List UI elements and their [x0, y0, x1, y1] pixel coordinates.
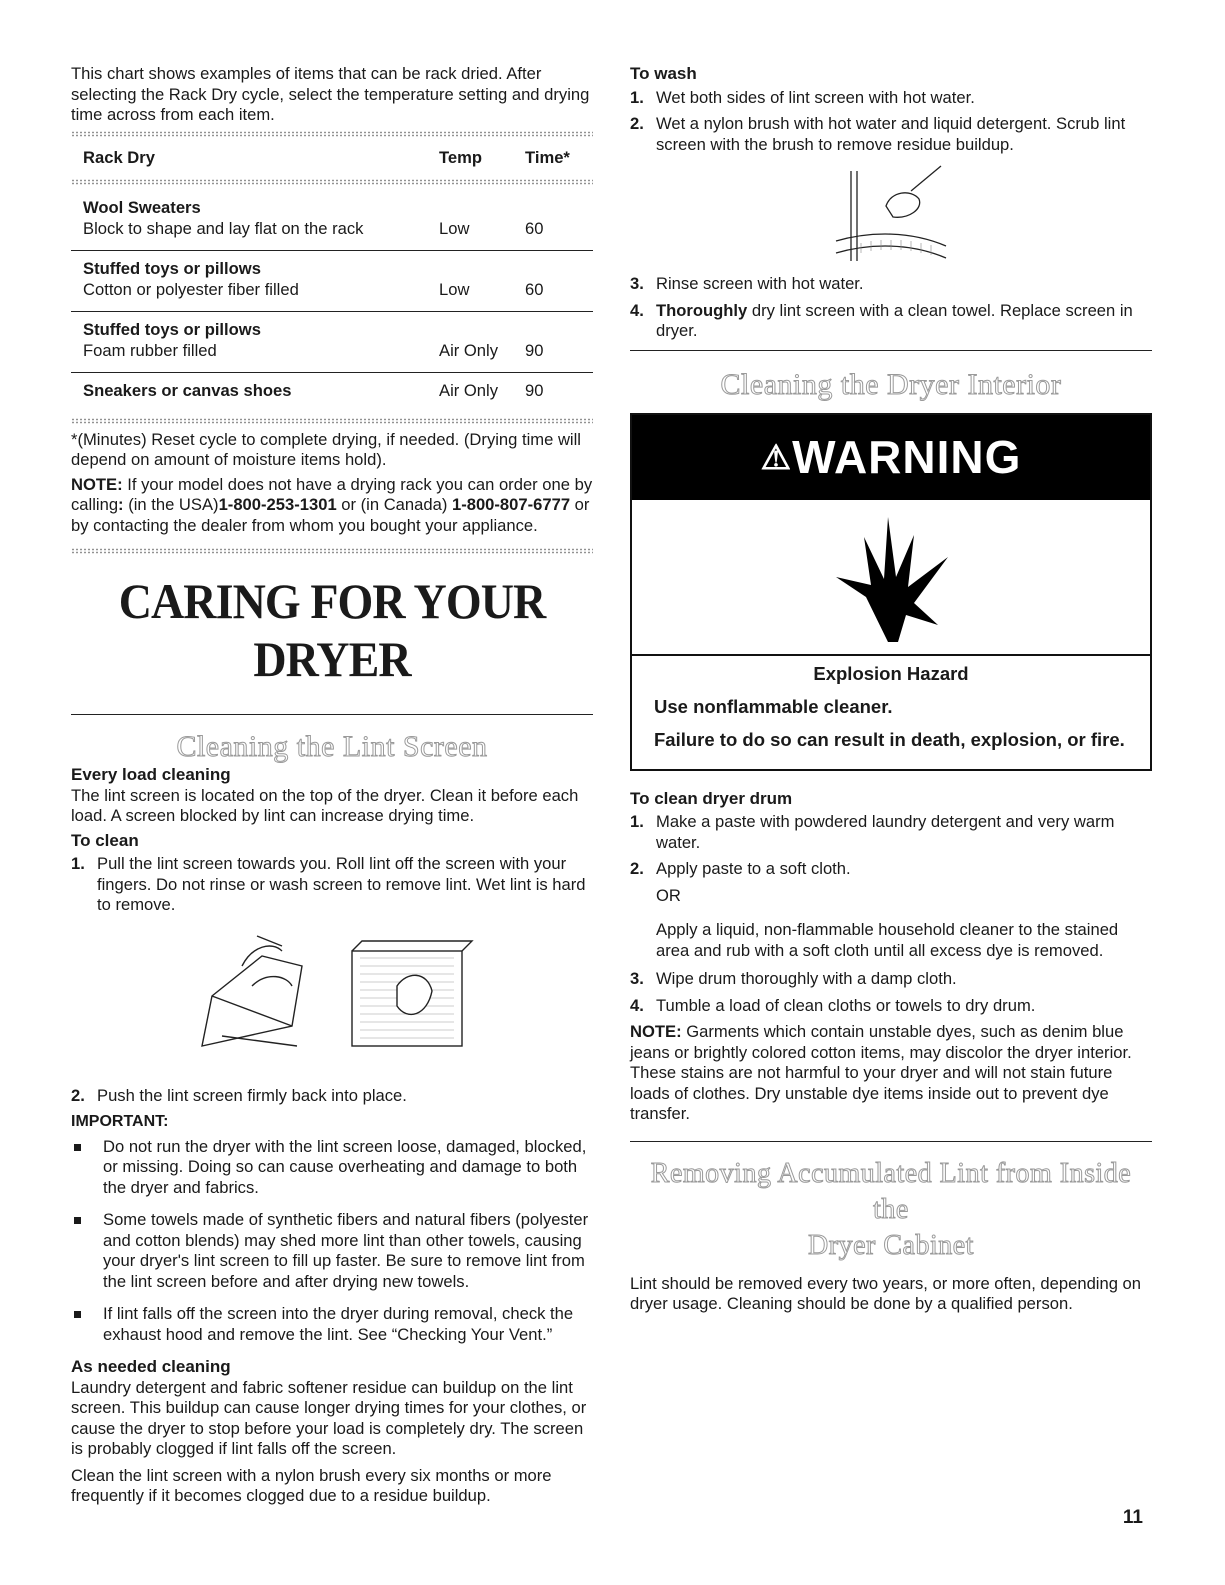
- hazard-line-2: Failure to do so can result in death, explosion, or fire.: [654, 728, 1125, 750]
- table-header-time: Time*: [525, 147, 570, 167]
- every-load-text: The lint screen is located on the top of the dryer. Clean it before each load. A screen blocked by lint can increase drying time.: [71, 785, 579, 825]
- warning-text: [632, 656, 1150, 769]
- subheading-clean-drum: To clean dryer drum: [630, 788, 793, 808]
- dye-note: NOTE: Garments which contain unstable dyes, such as denim blue jeans or brightly colored cotton items, may discolor the dryer interior. These stains are not harmful to your dryer and will not stain future loads of clothes. Dry unstable dye items inside out to prevent dye transfer.: [630, 1022, 1132, 1123]
- dotted-divider: [71, 131, 593, 137]
- cabinet-text: Lint should be removed every two years, or more often, depending on dryer usage. Cleaning should be done by a qualified person.: [630, 1273, 1142, 1313]
- list-item: 3. Rinse screen with hot water.: [630, 274, 864, 293]
- phone-usa: 1-800-253-1301: [218, 495, 337, 514]
- to-wash-steps: [630, 88, 1152, 156]
- list-item: 2. Wet a nylon brush with hot water and liquid detergent. Scrub lint screen with the brush to remove residue buildup.: [630, 114, 1126, 154]
- list-item: 1. Make a paste with powdered laundry detergent and very warm water.: [630, 812, 1115, 852]
- rack-dry-table: [71, 142, 593, 413]
- section-heading-lint-screen: Cleaning the Lint Screen: [176, 730, 488, 763]
- section-rule: [71, 714, 593, 715]
- subheading-as-needed: As needed cleaning: [71, 1357, 231, 1376]
- as-needed-text-2: Clean the lint screen with a nylon brush every six months or more frequently if it becomes clogged due to a residue buildup.: [71, 1465, 552, 1505]
- section-heading-cabinet-line-1: Removing Accumulated Lint from Inside the: [650, 1157, 1132, 1225]
- list-item: 4. Tumble a load of clean cloths or towels to dry drum.: [630, 995, 1036, 1015]
- to-wash-steps-2: [630, 274, 1152, 342]
- explosion-icon: [632, 500, 1150, 656]
- warning-box: [630, 413, 1152, 771]
- left-column: [71, 64, 593, 1507]
- as-needed-text-1: Laundry detergent and fabric softener residue can buildup on the lint screen. This buildup can cause longer drying times for your clothes, or cause the dryer to stop before your load is completely dry. The screen is probably clogged if lint falls off the screen.: [71, 1377, 587, 1458]
- rack-note: NOTE: If your model does not have a drying rack you can order one by calling: (in the USA)1-800-253-1301 or (in Canada) 1-800-807-6777 or by contacting the dealer from whom you bought your appliance.: [71, 474, 593, 535]
- list-item: Some towels made of synthetic fibers and natural fibers (polyester and cotton blends) may shed more lint than other towels, causing your dryer's lint screen to fill up faster. Be sure to remove lint from the lint screen before and after drying new towels.: [71, 1210, 593, 1292]
- section-rule: [630, 1141, 1152, 1142]
- dotted-divider: [71, 179, 593, 185]
- table-row: Stuffed toys or pillows: [83, 320, 261, 339]
- lint-screen-drawing: [182, 926, 482, 1066]
- section-rule: [630, 350, 1152, 351]
- drum-steps: [630, 812, 1152, 880]
- dotted-divider: [71, 418, 593, 424]
- important-bullets: [71, 1137, 593, 1346]
- table-row: Cotton or polyester fiber filled Low 60: [71, 280, 593, 312]
- section-heading-dryer-interior: Cleaning the Dryer Interior: [720, 367, 1062, 401]
- list-item: 1. Pull the lint screen towards you. Roll lint off the screen with your fingers. Do not rinse or wash screen to remove lint. Wet lint is hard to remove.: [71, 854, 586, 914]
- subheading-to-wash: To wash: [630, 64, 697, 83]
- table-row: Block to shape and lay flat on the rack Low 60: [71, 219, 593, 251]
- important-label: IMPORTANT:: [71, 1113, 169, 1130]
- list-item: 2. Apply paste to a soft cloth.: [630, 859, 851, 878]
- or-text: OR: [656, 885, 681, 905]
- table-header-item: Rack Dry: [83, 147, 155, 167]
- to-clean-steps: [71, 854, 593, 916]
- list-item: 3. Wipe drum thoroughly with a damp cloth.: [630, 969, 957, 988]
- dotted-divider: [71, 548, 593, 554]
- phone-canada: 1-800-807-6777: [451, 495, 571, 514]
- page-title: CARING FOR YOUR DRYER: [118, 573, 546, 687]
- warning-triangle-icon: ⚠: [760, 438, 793, 477]
- table-row: Foam rubber filled Air Only 90: [71, 341, 593, 373]
- footnote: *(Minutes) Reset cycle to complete drying, if needed. (Drying time will depend on amount of moisture items hold).: [71, 429, 581, 469]
- explosion-symbol: [826, 507, 956, 647]
- warning-title: WARNING: [792, 430, 1022, 483]
- table-row: Stuffed toys or pillows: [83, 259, 261, 278]
- list-item: Do not run the dryer with the lint screen loose, damaged, blocked, or missing. Doing so can cause overheating and damage to both the dryer and fabrics.: [71, 1137, 593, 1199]
- hazard-line-1: Use nonflammable cleaner.: [654, 695, 893, 717]
- to-clean-steps-2: [71, 1086, 593, 1107]
- table-row: Wool Sweaters: [83, 198, 201, 217]
- intro-text: This chart shows examples of items that can be rack dried. After selecting the Rack Dry cycle, select the temperature setting and drying time across from each item.: [71, 64, 590, 124]
- subheading-to-clean: To clean: [71, 830, 139, 850]
- table-header-temp: Temp: [439, 147, 483, 167]
- right-column: [630, 64, 1152, 1315]
- section-heading-cabinet-line-2: Dryer Cabinet: [808, 1229, 974, 1261]
- list-item: 2. Push the lint screen firmly back into place.: [71, 1085, 407, 1105]
- drum-steps-2: [630, 969, 1152, 1016]
- table-row: Sneakers or canvas shoes Air Only 90: [83, 381, 544, 400]
- alt-cleaner-text: Apply a liquid, non-flammable household cleaner to the stained area and rub with a soft cloth until all excess dye is removed.: [656, 920, 1119, 960]
- page-number: 11: [1122, 1507, 1143, 1528]
- list-item: 4. Thoroughly dry lint screen with a clean towel. Replace screen in dryer.: [630, 300, 1133, 340]
- lint-screen-removal-illustration: [71, 926, 593, 1076]
- warning-header: [632, 415, 1150, 500]
- brush-drawing: [831, 161, 951, 271]
- subheading-every-load: Every load cleaning: [71, 765, 231, 784]
- list-item: If lint falls off the screen into the dryer during removal, check the exhaust hood and remove the lint. See “Checking Your Vent.”: [71, 1304, 593, 1345]
- brush-scrubbing-illustration: [630, 161, 1152, 271]
- hazard-title: Explosion Hazard: [813, 662, 969, 684]
- list-item: 1. Wet both sides of lint screen with hot water.: [630, 87, 975, 107]
